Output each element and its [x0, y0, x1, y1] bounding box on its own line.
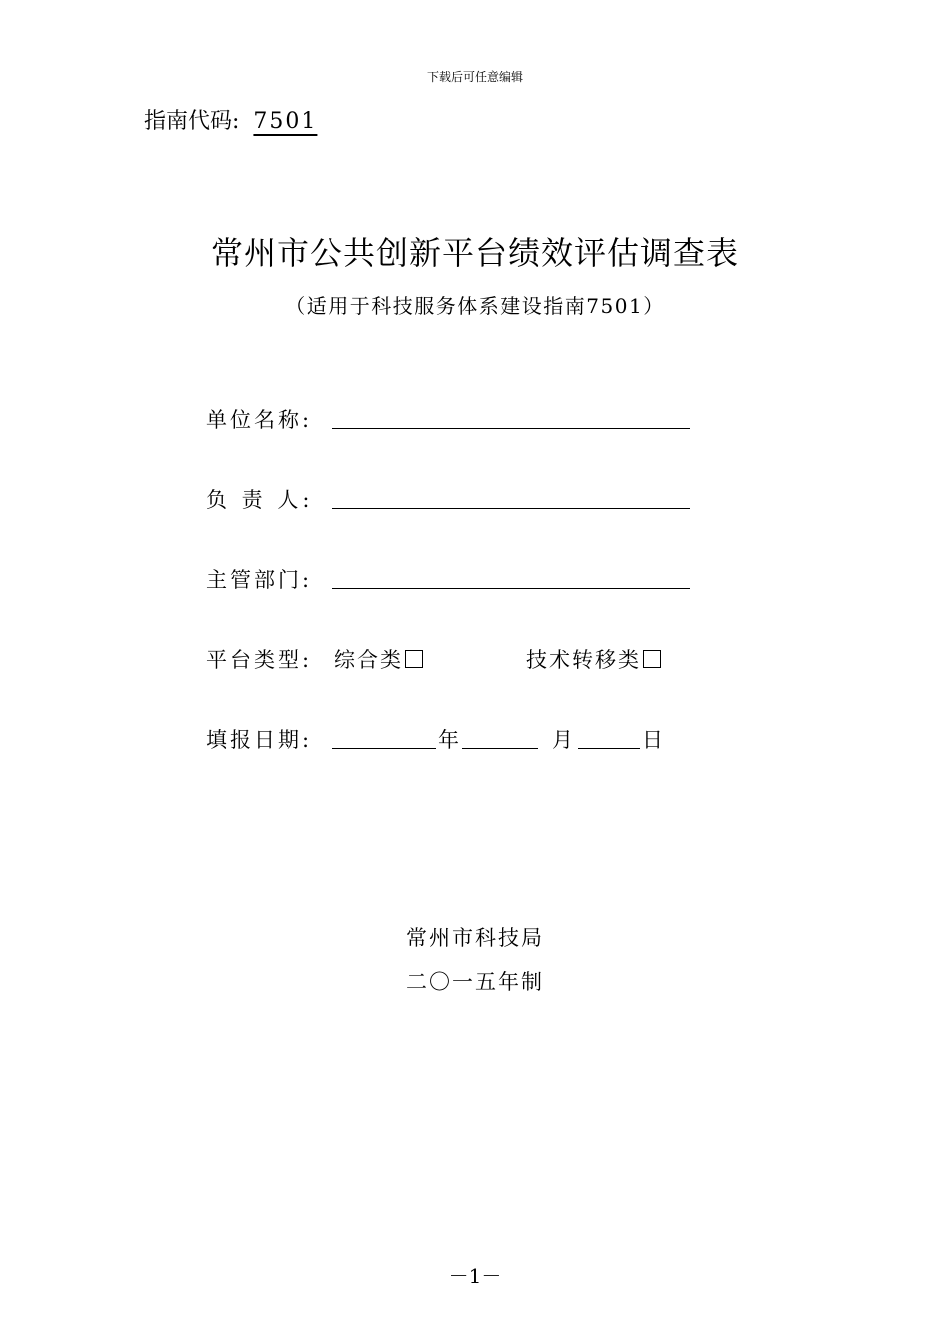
- document-title: 常州市公共创新平台绩效评估调查表: [210, 234, 739, 272]
- tech-transfer-option-label: 技术转移类: [526, 648, 641, 672]
- unit-name-label: 单位名称:: [206, 408, 313, 432]
- day-unit: 日: [642, 728, 663, 752]
- issuer-name: 常州市科技局: [406, 926, 544, 950]
- authority-label: 主管部门:: [206, 568, 313, 592]
- unit-name-blank[interactable]: [332, 428, 690, 429]
- month-unit: 月: [552, 728, 573, 752]
- person-in-charge-blank[interactable]: [332, 508, 690, 509]
- person-in-charge-label: 负 责 人:: [206, 488, 314, 512]
- document-subtitle: （适用于科技服务体系建设指南7501）: [285, 294, 665, 318]
- guide-code-line: [144, 104, 329, 135]
- platform-type-label: 平台类型:: [206, 648, 313, 672]
- month-blank[interactable]: [462, 748, 538, 749]
- header-note: 下载后可任意编辑: [426, 70, 523, 84]
- fill-date-label: 填报日期:: [206, 728, 313, 752]
- comprehensive-option-label: 综合类: [334, 648, 403, 672]
- tech-transfer-checkbox[interactable]: [643, 650, 661, 668]
- platform-type-option-comprehensive[interactable]: [334, 644, 423, 674]
- page-number: －1－: [448, 1264, 502, 1288]
- platform-type-option-tech-transfer[interactable]: [526, 644, 661, 674]
- year-blank[interactable]: [332, 748, 436, 749]
- year-unit: 年: [438, 728, 459, 752]
- comprehensive-checkbox[interactable]: [405, 650, 423, 668]
- day-blank[interactable]: [578, 748, 640, 749]
- guide-code-label: 指南代码:: [144, 109, 240, 134]
- issue-year: 二〇一五年制: [406, 970, 544, 994]
- authority-blank[interactable]: [332, 588, 690, 589]
- guide-code-value: 7501: [253, 109, 318, 134]
